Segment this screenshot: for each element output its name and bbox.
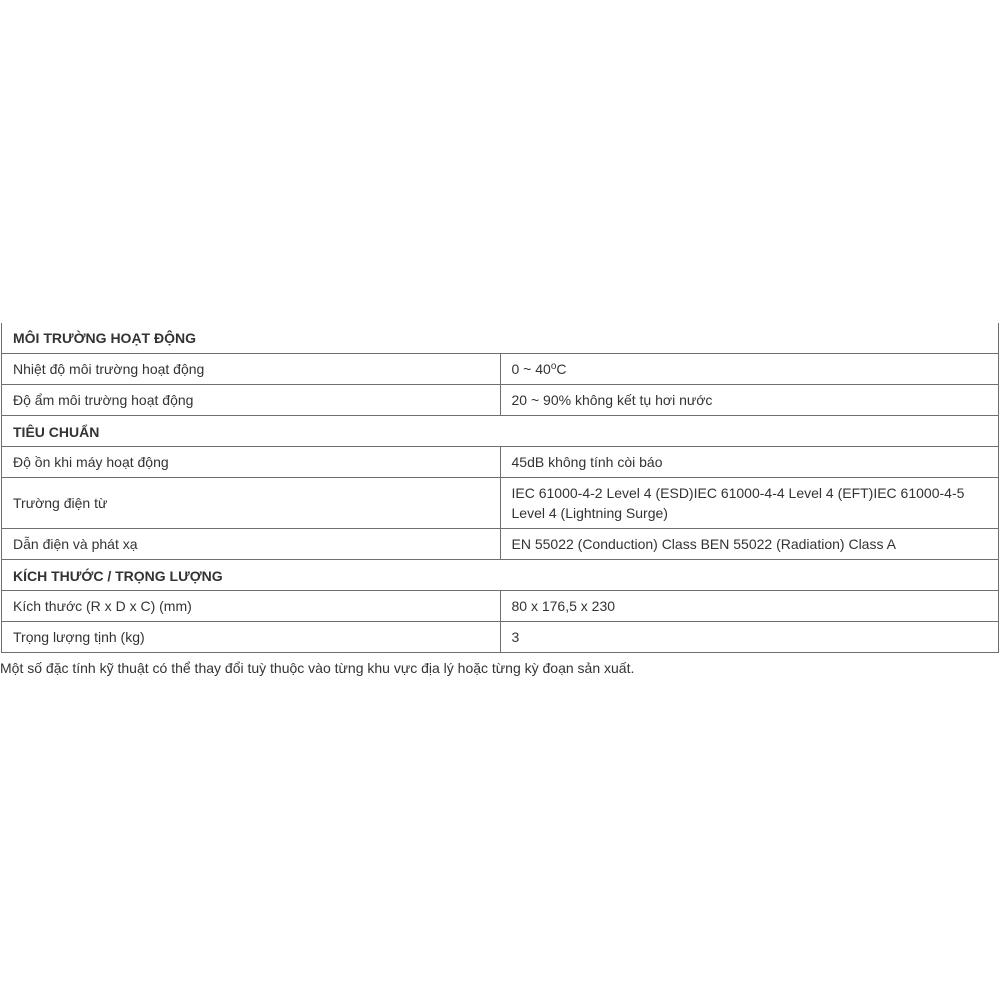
spec-value [500, 354, 999, 385]
spec-value-unit: C [556, 361, 567, 377]
spec-label: Trường điện từ [2, 478, 501, 529]
spec-label: Độ ẩm môi trường hoạt động [2, 385, 501, 416]
spec-label: Kích thước (R x D x C) (mm) [2, 591, 501, 622]
section-header-standards [2, 416, 999, 447]
section-header-dimensions-weight [2, 560, 999, 591]
spec-value: 3 [500, 622, 999, 653]
degree-superscript: o [550, 361, 557, 372]
spec-label: Trọng lượng tịnh (kg) [2, 622, 501, 653]
spec-label: Nhiệt độ môi trường hoạt động [2, 354, 501, 385]
table-row [2, 478, 999, 529]
section-title: KÍCH THƯỚC / TRỌNG LƯỢNG [2, 560, 999, 591]
section-title: MÔI TRƯỜNG HOẠT ĐỘNG [2, 323, 999, 354]
spec-value: IEC 61000-4-2 Level 4 (ESD)IEC 61000-4-4 Level 4 (EFT)IEC 61000-4-5 Level 4 (Lightning Surge) [500, 478, 999, 529]
table-row [2, 622, 999, 653]
table-row [2, 385, 999, 416]
footnote: Một số đặc tính kỹ thuật có thể thay đổi tuỳ thuộc vào từng khu vực địa lý hoặc từng kỳ đoạn sản xuất. [0, 660, 635, 676]
table-row [2, 354, 999, 385]
spec-value-text: 0 ~ 40 [511, 361, 551, 377]
section-header-operating-environment [2, 323, 999, 354]
table-row [2, 447, 999, 478]
spec-value: 45dB không tính còi báo [500, 447, 999, 478]
spec-table [1, 323, 999, 653]
section-title: TIÊU CHUẨN [2, 416, 999, 447]
table-row [2, 529, 999, 560]
spec-value: 20 ~ 90% không kết tụ hơi nước [500, 385, 999, 416]
spec-label: Độ ồn khi máy hoạt động [2, 447, 501, 478]
table-row [2, 591, 999, 622]
spec-label: Dẫn điện và phát xạ [2, 529, 501, 560]
spec-value: 80 x 176,5 x 230 [500, 591, 999, 622]
spec-value: EN 55022 (Conduction) Class BEN 55022 (Radiation) Class A [500, 529, 999, 560]
